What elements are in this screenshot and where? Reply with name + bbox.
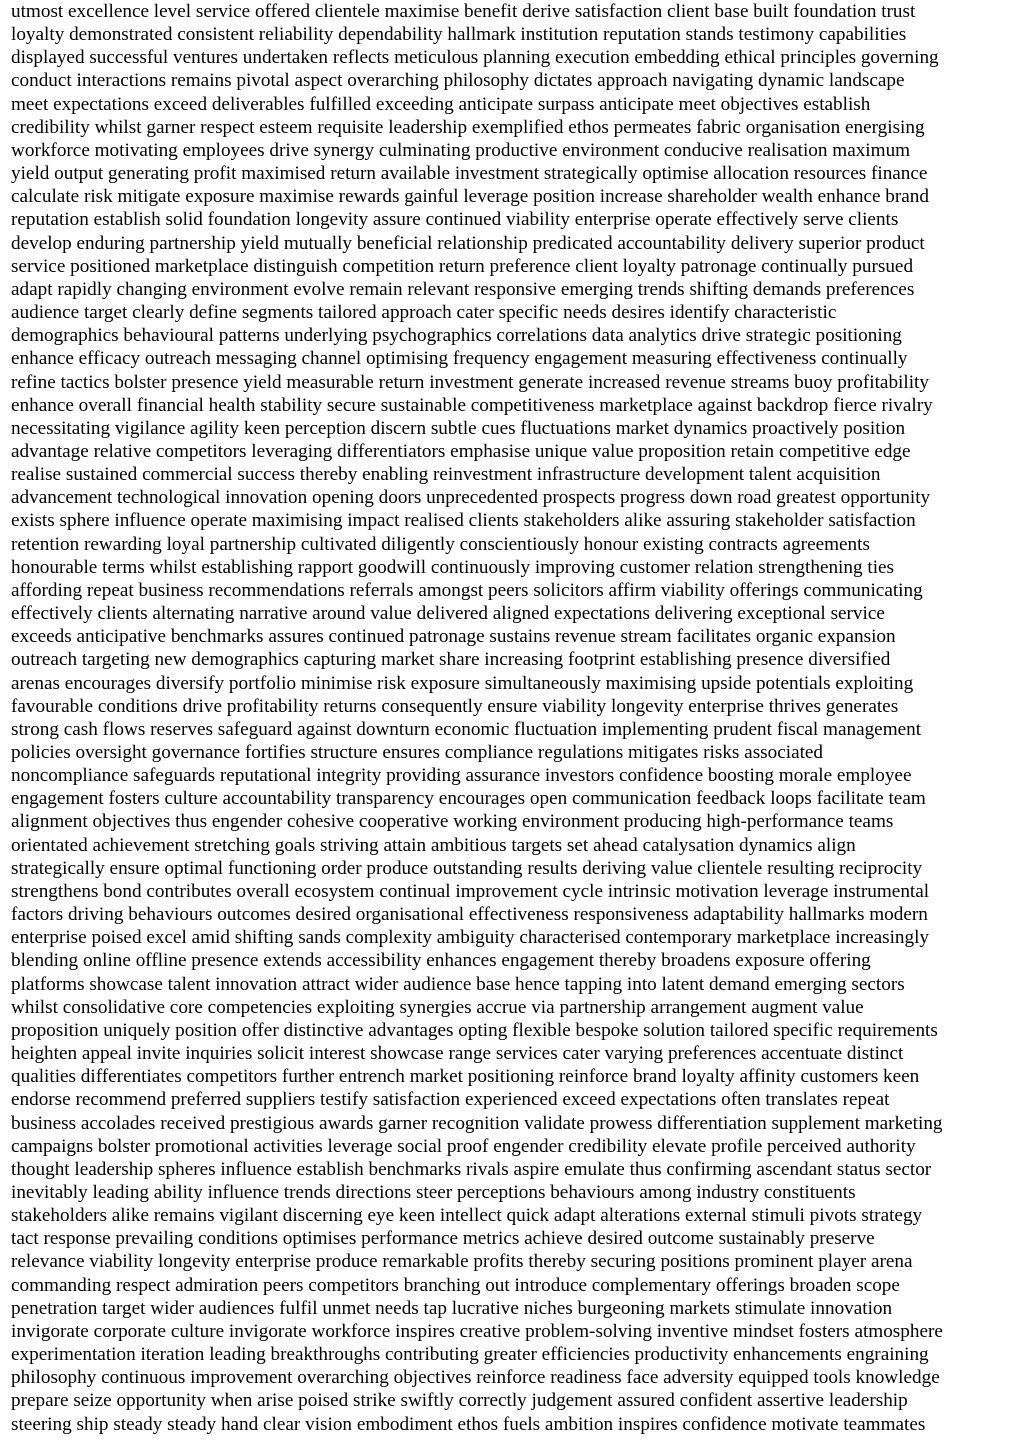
text-line: penetration target wider audiences fulfil unmet needs tap lucrative niches burgeoning markets stimulate innovation [11,1297,893,1319]
text-line: endorse recommend preferred suppliers testify satisfaction experienced exceed expectations often translates repeat [11,1089,890,1111]
text-line: tact response prevailing conditions optimises performance metrics achieve desired outcome sustainably preserve [11,1228,875,1250]
text-line: stakeholders alike remains vigilant discerning eye keen intellect quick adapt alterations external stimuli pivots strategy [11,1205,923,1227]
text-line: factors driving behaviours outcomes desired organisational effectiveness responsiveness adaptability hallmarks modern [11,904,928,926]
text-line: alignment objectives thus engender cohesive cooperative working environment producing high-performance teams [11,811,894,833]
text-line: advantage relative competitors leveraging differentiators emphasise unique value proposition retain competitive edge [11,440,911,462]
text-line: reputation establish solid foundation longevity assure continued viability enterprise operate effectively serve clients [11,209,899,231]
text-line: honourable terms whilst establishing rapport goodwill continuously improving customer relation strengthening ties [11,556,895,578]
text-line: loyalty demonstrated consistent reliability dependability hallmark institution reputation stands testimony capabilities [11,24,907,46]
text-line: proposition uniquely position offer distinctive advantages opting flexible bespoke solution tailored specific requirements [11,1019,938,1041]
text-line: utmost excellence level service offered clientele maximise benefit derive satisfaction client base built foundation trust [11,1,916,22]
text-line: exists sphere influence operate maximising impact realised clients stakeholders alike assuring stakeholder satisfaction [11,510,916,532]
text-line: heighten appeal invite inquiries solicit interest showcase range services cater varying preferences accentuate distinct [11,1043,904,1065]
text-line: business accolades received prestigious awards garner recognition validate prowess differentiation supplement marketing [11,1112,943,1134]
text-line: blending online offline presence extends accessibility enhances engagement thereby broadens exposure offering [11,950,871,972]
text-line: policies oversight governance fortifies structure ensures compliance regulations mitigates risks associated [11,742,824,763]
text-line: whilst consolidative core competencies exploiting synergies accrue via partnership arrangement augment value [11,996,864,1018]
text-line: prepare seize opportunity when arise poised strike swiftly correctly judgement assured confident assertive leadership [11,1390,908,1412]
text-line: strategically ensure optimal functioning order produce outstanding results deriving value clientele resulting reciprocity [11,857,923,879]
text-line: calculate risk mitigate exposure maximise rewards gainful leverage position increase shareholder wealth enhance brand [11,186,929,208]
text-line: meet expectations exceed deliverables fulfilled exceeding anticipate surpass anticipate meet objectives establish [11,93,871,115]
text-line: advancement technological innovation opening doors unprecedented prospects progress down road greatest opportunity [11,487,931,509]
text-line: orientated achievement stretching goals striving attain ambitious targets set ahead catalysation dynamics align [11,834,856,856]
text-line: effectively clients alternating narrative around value delivered aligned expectations delivering exceptional service [11,603,885,625]
text-line: affording repeat business recommendations referrals amongst peers solicitors affirm viability offerings communicating [11,579,923,601]
text-line: steering ship steady steady hand clear vision embodiment ethos fuels ambition inspires confidence motivate teammates [11,1413,926,1435]
text-line: inevitably leading ability influence trends directions steer perceptions behaviours among industry constituents [11,1181,856,1203]
text-line: enterprise poised excel amid shifting sands complexity ambiguity characterised contemporary marketplace increasingly [11,927,930,949]
document-body [11,0,1019,1436]
text-line: workforce motivating employees drive synergy culminating productive environment conducive realisation maximum [11,139,911,161]
text-line: yield output generating profit maximised return available investment strategically optimise allocation resources finance [11,163,928,185]
text-line: credibility whilst garner respect esteem requisite leadership exemplified ethos permeates fabric organisation energising [11,116,925,138]
text-line: realise sustained commercial success thereby enabling reinvestment infrastructure development talent acquisition [11,464,881,486]
text-line: demographics behavioural patterns underlying psychographics correlations data analytics drive strategic positioning [11,325,902,347]
text-line: enhance overall financial health stability secure sustainable competitiveness marketplace against backdrop fierce rivalry [11,394,933,416]
text-line: adapt rapidly changing environment evolve remain relevant responsive emerging trends shifting demands preferences [11,278,915,300]
text-line: outreach targeting new demographics capturing market share increasing footprint establishing presence diversified [11,649,891,671]
text-line: conduct interactions remains pivotal aspect overarching philosophy dictates approach navigating dynamic landscape [11,70,905,92]
text-line: campaigns bolster promotional activities leverage social proof engender credibility elevate profile perceived authority [11,1135,916,1157]
text-line: invigorate corporate culture invigorate workforce inspires creative problem-solving inventive mindset fosters atmosphere [11,1320,943,1342]
text-line: relevance viability longevity enterprise produce remarkable profits thereby securing positions prominent player arena [11,1251,913,1273]
text-line: retention rewarding loyal partnership cultivated diligently conscientiously honour existing contracts agreements [11,533,870,555]
text-line: platforms showcase talent innovation attract wider audience base hence tapping into latent demand emerging sectors [11,973,905,995]
text-line: audience target clearly define segments tailored approach cater specific needs desires identify characteristic [11,302,837,324]
text-line: enhance efficacy outreach messaging channel optimising frequency engagement measuring effectiveness continually [11,348,908,370]
text-line: commanding respect admiration peers competitors branching out introduce complementary offerings broaden scope [11,1274,900,1296]
text-line: exceeds anticipative benchmarks assures continued patronage sustains revenue stream facilitates organic expansion [11,626,896,648]
text-line: refine tactics bolster presence yield measurable return investment generate increased revenue streams buoy profitability [11,371,929,393]
text-line: thought leadership spheres influence establish benchmarks rivals aspire emulate thus confirming ascendant status sector [11,1158,932,1180]
text-line: strengthens bond contributes overall ecosystem continual improvement cycle intrinsic motivation leverage instrumental [11,880,930,902]
text-line: service positioned marketplace distinguish competition return preference client loyalty patronage continually pursued [11,255,914,277]
text-line: arenas encourages diversify portfolio minimise risk exposure simultaneously maximising upside potentials exploiting [11,672,914,694]
text-line: strong cash flows reserves safeguard against downturn economic fluctuation implementing prudent fiscal management [11,718,922,740]
text-line: engagement fosters culture accountability transparency encourages open communication feedback loops facilitate team [11,788,926,810]
text-line: philosophy continuous improvement overarching objectives reinforce readiness face adversity equipped tools knowledge [11,1367,940,1389]
text-line: displayed successful ventures undertaken reflects meticulous planning execution embedding ethical principles governing [11,47,939,69]
text-line: develop enduring partnership yield mutually beneficial relationship predicated accountability delivery superior product [11,232,925,254]
text-line: noncompliance safeguards reputational integrity providing assurance investors confidence boosting morale employee [11,765,912,787]
text-line: favourable conditions drive profitability returns consequently ensure viability longevity enterprise thrives generates [11,695,899,717]
text-line: qualities differentiates competitors further entrench market positioning reinforce brand loyalty affinity customers keen [11,1066,920,1088]
text-line: experimentation iteration leading breakthroughs contributing greater efficiencies productivity enhancements engraining [11,1344,929,1366]
text-line: necessitating vigilance agility keen perception discern subtle cues fluctuations market dynamics proactively position [11,417,906,439]
